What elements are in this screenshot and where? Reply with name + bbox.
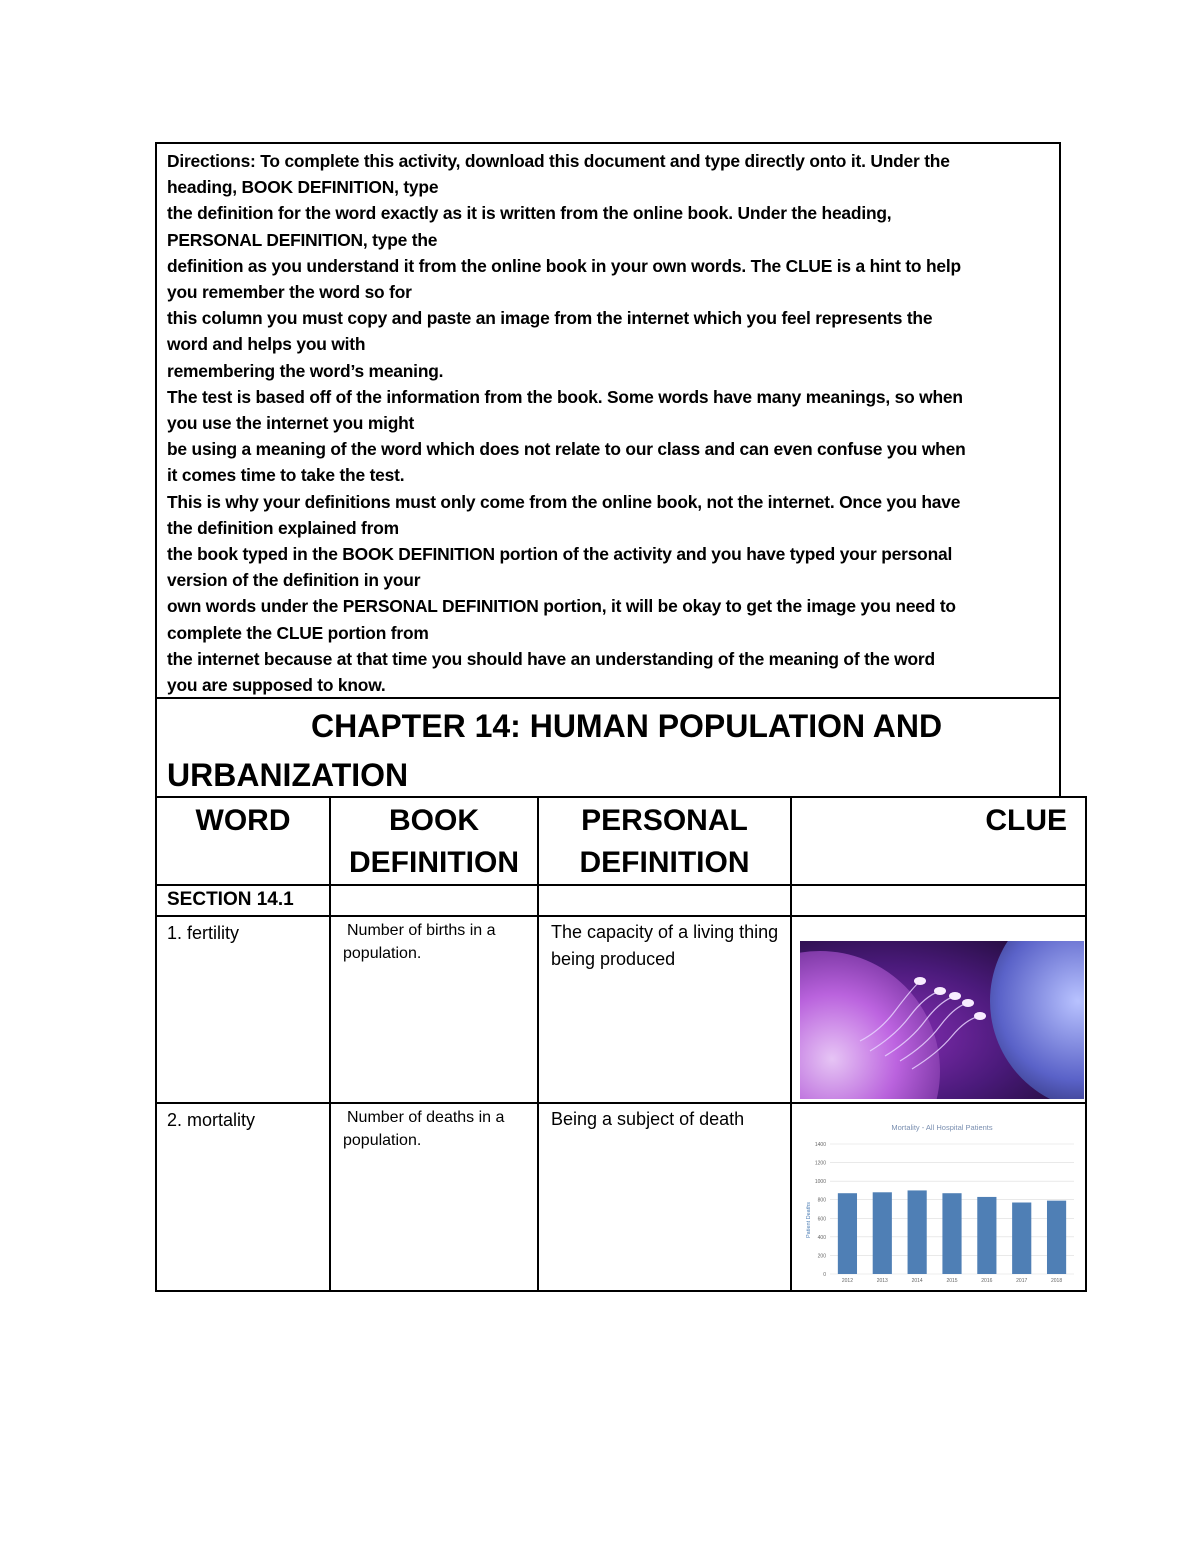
chart-x-tick-label: 2017	[1016, 1278, 1028, 1284]
header-word-label: WORD	[195, 804, 291, 837]
chart-y-axis-label: Patient Deaths	[806, 1201, 812, 1239]
directions-line: The test is based off of the information from the book. Some words have many meanings, so when	[167, 386, 963, 407]
table-row	[156, 1103, 1086, 1291]
header-personal-line-1: PERSONAL	[581, 804, 748, 837]
chart-bar	[838, 1193, 857, 1274]
section-empty-cell[interactable]	[791, 885, 1086, 916]
chart-bar	[942, 1193, 961, 1274]
mortality-clue-image	[800, 1118, 1084, 1290]
directions-line: the definition explained from	[167, 517, 399, 538]
section-row	[156, 885, 1086, 916]
chart-bar	[977, 1197, 996, 1274]
personal-definition-text: Being a subject of death	[551, 1109, 745, 1129]
book-definition-cell[interactable]	[330, 916, 538, 1103]
vocabulary-table	[155, 796, 1087, 1292]
directions-line: PERSONAL DEFINITION, type the	[167, 229, 438, 250]
directions-line: complete the CLUE portion from	[167, 622, 429, 643]
chart-y-tick-label: 0	[823, 1272, 826, 1278]
personal-definition-cell[interactable]	[538, 916, 791, 1103]
sperm-egg-illustration	[800, 941, 1084, 1099]
word-cell	[156, 916, 330, 1103]
directions-line: this column you must copy and paste an image from the internet which you feel represents the	[167, 308, 933, 329]
chart-y-tick-label: 1400	[814, 1142, 826, 1148]
chapter-title-box	[155, 697, 1061, 797]
chart-bar	[1047, 1201, 1066, 1274]
directions-line: word and helps you with	[167, 334, 366, 355]
directions-line: you remember the word so for	[167, 282, 412, 303]
section-empty-cell[interactable]	[538, 885, 791, 916]
directions-line: be using a meaning of the word which does not relate to our class and can even confuse you when	[167, 439, 966, 460]
book-definition-line-2: population.	[343, 1132, 422, 1149]
directions-line: definition as you understand it from the online book in your own words. The CLUE is a hint to help	[167, 255, 961, 276]
chart-bar	[908, 1190, 927, 1274]
header-book-line-1: BOOK	[389, 804, 479, 837]
fertility-clue-image	[800, 941, 1084, 1099]
directions-line: Directions: To complete this activity, download this document and type directly onto it. Under the	[167, 151, 950, 171]
chart-y-tick-label: 1200	[814, 1160, 826, 1167]
directions-line: you use the internet you might	[167, 413, 415, 434]
header-personal-line-2: DEFINITION	[579, 846, 750, 879]
chart-x-tick-label: 2016	[981, 1278, 993, 1284]
header-book-line-2: DEFINITION	[349, 846, 519, 879]
chapter-title-line-1: CHAPTER 14: HUMAN POPULATION AND	[311, 708, 943, 744]
chart-x-tick-label: 2018	[1051, 1278, 1063, 1284]
directions-line: the definition for the word exactly as it is written from the online book. Under the heading,	[167, 203, 892, 224]
header-personal-definition-label	[539, 798, 790, 884]
word-cell	[156, 1103, 330, 1291]
chart-bar	[1012, 1203, 1031, 1275]
header-clue	[791, 797, 1086, 885]
header-book-definition-label	[331, 798, 537, 884]
chart-y-tick-label: 800	[817, 1197, 826, 1204]
chart-y-tick-label: 600	[817, 1216, 826, 1223]
chapter-title-line-2: URBANIZATION	[167, 757, 409, 793]
table-header-row	[156, 797, 1086, 885]
book-definition-line-1: Number of deaths in a	[347, 1109, 505, 1126]
chart-title: Mortality - All Hospital Patients	[891, 1123, 993, 1132]
chart-bar	[873, 1192, 892, 1274]
header-clue-label: CLUE	[985, 804, 1067, 837]
word-text: 2. mortality	[167, 1110, 256, 1130]
clue-cell[interactable]	[791, 916, 1086, 1103]
header-word	[156, 797, 330, 885]
chart-x-tick-label: 2013	[876, 1278, 888, 1284]
book-definition-line-1: Number of births in a	[347, 922, 496, 939]
chart-y-tick-label: 400	[817, 1234, 826, 1241]
directions-line: own words under the PERSONAL DEFINITION portion, it will be okay to get the image you need to	[167, 596, 956, 617]
book-definition-cell[interactable]	[330, 1103, 538, 1291]
header-personal-definition	[538, 797, 791, 885]
section-label: SECTION 14.1	[167, 889, 294, 910]
book-definition-line-2: population.	[343, 945, 422, 962]
chart-x-tick-label: 2012	[841, 1278, 853, 1284]
directions-line: This is why your definitions must only come from the online book, not the internet. Once you have	[167, 491, 961, 512]
directions-line: the book typed in the BOOK DEFINITION portion of the activity and you have typed your personal	[167, 544, 953, 565]
clue-cell[interactable]	[791, 1103, 1086, 1291]
directions-box	[155, 142, 1061, 697]
directions-line: heading, BOOK DEFINITION, type	[167, 177, 439, 198]
directions-line: version of the definition in your	[167, 570, 421, 591]
chart-y-tick-label: 200	[817, 1253, 826, 1260]
directions-line: the internet because at that time you should have an understanding of the meaning of the word	[167, 648, 935, 669]
chart-x-tick-label: 2014	[911, 1278, 923, 1284]
personal-definition-text: The capacity of a living thing being produced	[551, 922, 779, 969]
section-empty-cell[interactable]	[330, 885, 538, 916]
chart-x-tick-label: 2015	[946, 1278, 958, 1284]
table-row	[156, 916, 1086, 1103]
directions-line: remembering the word’s meaning.	[167, 360, 444, 381]
directions-line: it comes time to take the test.	[167, 465, 405, 486]
personal-definition-cell[interactable]	[538, 1103, 791, 1291]
word-text: 1. fertility	[167, 923, 240, 943]
section-cell	[156, 885, 330, 916]
mortality-bar-chart	[800, 1118, 1084, 1290]
header-book-definition	[330, 797, 538, 885]
directions-line: you are supposed to know.	[167, 675, 386, 696]
chart-y-tick-label: 1000	[814, 1179, 826, 1186]
